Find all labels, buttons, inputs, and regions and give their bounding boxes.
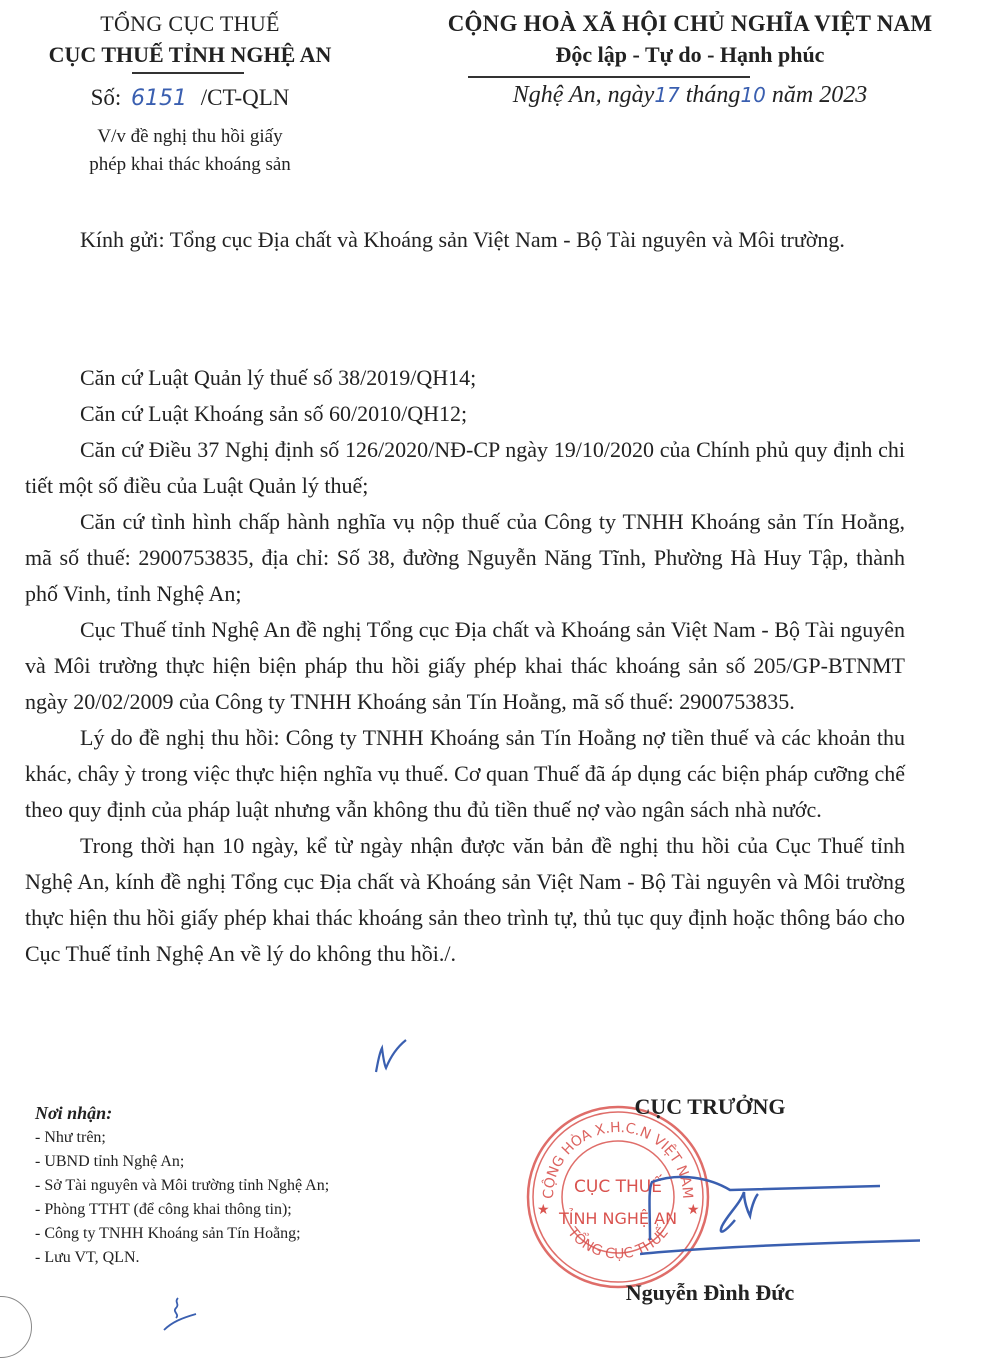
subject-line-1: V/v đề nghị thu hồi giấy xyxy=(97,126,283,147)
handwritten-initial-icon xyxy=(150,1296,200,1332)
year-label: năm 2023 xyxy=(771,82,868,108)
agency-underline xyxy=(132,72,244,74)
svg-text:★: ★ xyxy=(687,1202,700,1218)
parent-agency: TỔNG CỤC THUẾ xyxy=(100,11,280,36)
deadline-paragraph: Trong thời hạn 10 ngày, kể từ ngày nhận được văn bản đề nghị thu hồi của Cục Thuế tỉnh Nghệ An, kính đề nghị Tổng cục Địa chất và Khoáng sản Việt Nam - Bộ Tài nguyên và Môi trường thực hiện thu hồi giấy phép khai thác khoáng sản theo trình tự, thủ tục quy định hoặc thông báo cho Cục Thuế tỉnh Nghệ An về lý do không thu hồi./. xyxy=(25,833,905,966)
motto-underline xyxy=(468,76,750,78)
handwritten-number: 6151 xyxy=(131,86,188,111)
reason-paragraph: Lý do đề nghị thu hồi: Công ty TNHH Khoáng sản Tín Hoằng nợ tiền thuế và các khoản thu khác, chây ỳ trong việc thực hiện nghĩa vụ thuế. Cơ quan Thuế đã áp dụng các biện pháp cưỡng chế theo quy định của pháp luật nhưng vẫn không thu đủ tiền thuế nợ vào ngân sách nhà nước. xyxy=(25,725,905,822)
handwritten-month: 10 xyxy=(740,83,766,107)
document-date xyxy=(380,78,1000,112)
recipients-list xyxy=(35,1100,465,1270)
recipients-title: Nơi nhận: xyxy=(35,1103,113,1123)
document-number xyxy=(0,80,380,117)
issuing-agency-header xyxy=(0,8,380,179)
signer-name: Nguyễn Đình Đức xyxy=(625,1280,795,1305)
legal-basis-1: Căn cứ Luật Quản lý thuế số 38/2019/QH14; xyxy=(80,365,477,390)
addressee: Kính gửi: Tổng cục Địa chất và Khoáng sản Việt Nam - Bộ Tài nguyên và Môi trường. xyxy=(80,227,845,252)
recipient-item: - UBND tỉnh Nghệ An; xyxy=(35,1153,185,1170)
date-prefix: Nghệ An, ngày xyxy=(512,82,655,108)
recipient-item: - Sở Tài nguyên và Môi trường tỉnh Nghệ An; xyxy=(35,1177,330,1194)
svg-text:CỤC THUẾ: CỤC THUẾ xyxy=(574,1177,662,1197)
handwritten-day: 17 xyxy=(654,83,680,107)
legal-basis-3: Căn cứ Điều 37 Nghị định số 126/2020/NĐ-CP ngày 19/10/2020 của Chính phủ quy định chi tiết một số điều của Luật Quản lý thuế; xyxy=(25,437,905,498)
recipient-item: - Công ty TNHH Khoáng sản Tín Hoằng; xyxy=(35,1225,301,1242)
recipient-item: - Như trên; xyxy=(35,1129,106,1146)
recipient-item: - Lưu VT, QLN. xyxy=(35,1249,140,1266)
svg-text:CỘNG HÒA X.H.C.N VIỆT NAM: CỘNG HÒA X.H.C.N VIỆT NAM xyxy=(540,1119,696,1200)
svg-text:★: ★ xyxy=(537,1202,550,1218)
page-edge-mark xyxy=(0,1296,32,1358)
request-paragraph: Cục Thuế tỉnh Nghệ An đề nghị Tổng cục Địa chất và Khoáng sản Việt Nam - Bộ Tài nguyên và Môi trường thực hiện biện pháp thu hồi giấy phép khai thác khoáng sản số 205/GP-BTNMT ngày 20/02/2009 của Công ty TNHH Khoáng sản Tín Hoằng, mã số thuế: 2900753835. xyxy=(25,617,905,714)
handwritten-initial-icon xyxy=(370,1034,410,1074)
signer-title: CỤC TRƯỞNG xyxy=(634,1094,786,1119)
recipient-item: - Phòng TTHT (để công khai thông tin); xyxy=(35,1201,292,1218)
national-motto: Độc lập - Tự do - Hạnh phúc xyxy=(555,42,825,67)
national-header xyxy=(380,8,1000,112)
legal-basis-4: Căn cứ tình hình chấp hành nghĩa vụ nộp thuế của Công ty TNHH Khoáng sản Tín Hoằng, mã số thuế: 2900753835, địa chỉ: Số 38, đường Nguyễn Năng Tĩnh, Phường Hà Huy Tập, thành phố Vinh, tỉnh Nghệ An; xyxy=(25,509,905,606)
number-suffix: /CT-QLN xyxy=(200,85,290,110)
svg-text:TỔNG CỤC THUẾ: TỔNG CỤC THUẾ xyxy=(564,1224,672,1263)
subject-line-2: phép khai thác khoáng sản xyxy=(89,154,291,175)
agency-name: CỤC THUẾ TỈNH NGHỆ AN xyxy=(48,42,332,67)
number-prefix: Số: xyxy=(90,85,122,110)
svg-text:TỈNH NGHỆ AN: TỈNH NGHỆ AN xyxy=(558,1209,678,1228)
country-name: CỘNG HOÀ XÃ HỘI CHỦ NGHĨA VIỆT NAM xyxy=(447,11,933,36)
subject xyxy=(0,123,380,179)
month-label: tháng xyxy=(685,82,741,108)
document-body xyxy=(25,360,905,972)
handwritten-signature-icon xyxy=(640,1170,920,1260)
legal-basis-2: Căn cứ Luật Khoáng sản số 60/2010/QH12; xyxy=(80,401,468,426)
